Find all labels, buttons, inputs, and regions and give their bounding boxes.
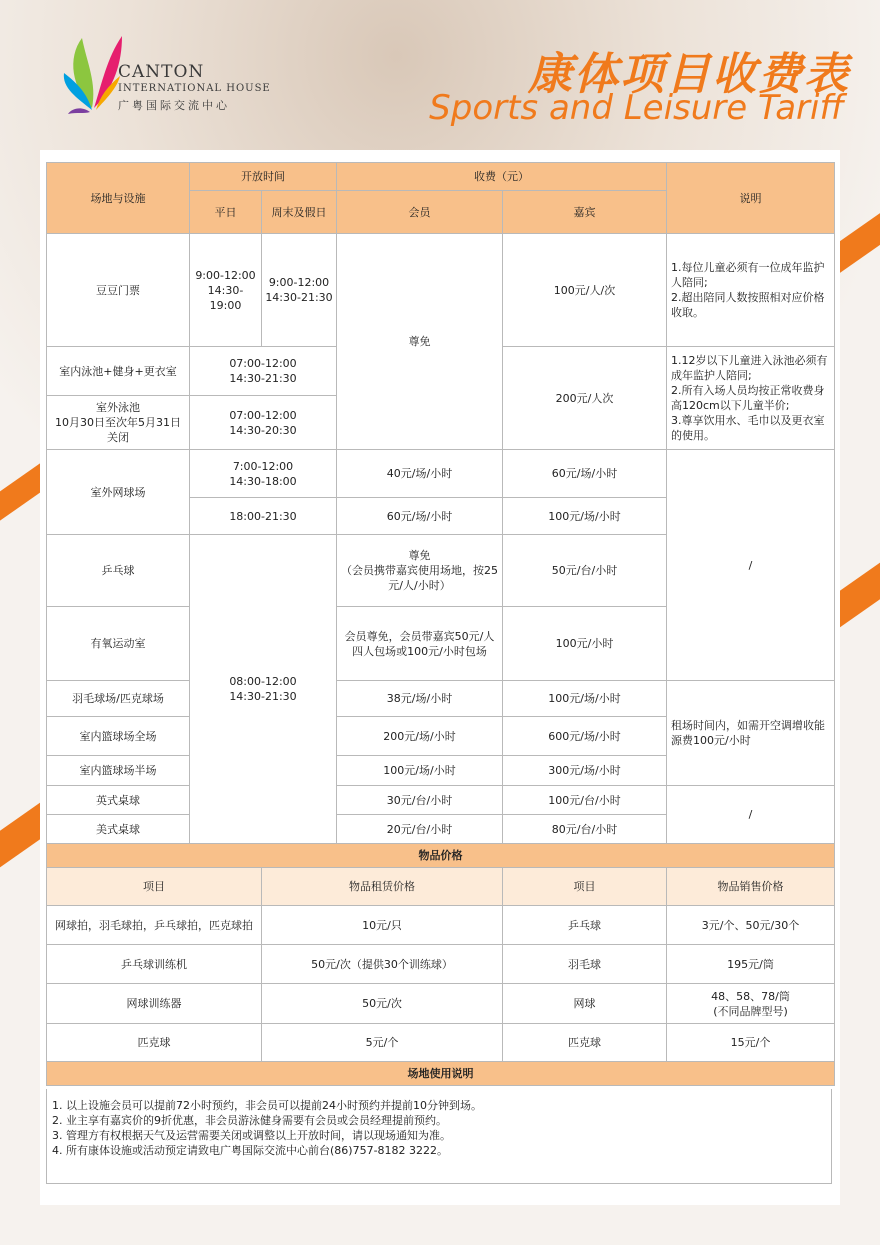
logo-subtitle: INTERNATIONAL HOUSE — [118, 83, 271, 94]
weekday-hours: 9:00-12:00 14:30-19:00 — [190, 234, 262, 347]
rent-price: 50元/次（提供30个训练球） — [262, 945, 503, 984]
usage-notes — [46, 1089, 832, 1184]
usage-line: 2. 业主享有嘉宾价的9折优惠，非会员游泳健身需要有会员或会员经理提前预约。 — [52, 1114, 447, 1127]
guest-fee: 100元/场/小时 — [503, 498, 667, 535]
remark: / — [667, 786, 835, 844]
facility-name: 有氧运动室 — [47, 607, 190, 681]
rent-price: 5元/个 — [262, 1024, 503, 1062]
rent-price: 50元/次 — [262, 984, 503, 1024]
rent-item: 匹克球 — [47, 1024, 262, 1062]
facility-name: 室外网球场 — [47, 450, 190, 535]
sale-item: 匹克球 — [503, 1024, 667, 1062]
guest-fee: 600元/场/小时 — [503, 717, 667, 756]
guest-fee: 50元/台/小时 — [503, 535, 667, 607]
sale-price: 3元/个、50元/30个 — [667, 906, 835, 945]
facility-name: 羽毛球场/匹克球场 — [47, 681, 190, 717]
items-header-item: 项目 — [47, 868, 262, 906]
member-fee: 20元/台/小时 — [337, 815, 503, 844]
guest-fee: 300元/场/小时 — [503, 756, 667, 786]
sale-item: 乒乓球 — [503, 906, 667, 945]
guest-fee: 200元/人次 — [503, 347, 667, 450]
header-weekend: 周末及假日 — [262, 191, 337, 234]
member-fee: 尊免 — [337, 234, 503, 450]
remark: / — [667, 450, 835, 681]
facility-name: 乒乓球 — [47, 535, 190, 607]
usage-line: 3. 管理方有权根据天气及运营需要关闭或调整以上开放时间，请以现场通知为准。 — [52, 1129, 451, 1142]
member-fee: 100元/场/小时 — [337, 756, 503, 786]
facility-name: 室外泳池 10月30日至次年5月31日关闭 — [47, 396, 190, 450]
member-fee: 40元/场/小时 — [337, 450, 503, 498]
facility-name: 室内篮球场全场 — [47, 717, 190, 756]
logo-name: CANTON — [118, 62, 205, 82]
rent-item: 网球拍，羽毛球拍，乒乓球拍，匹克球拍 — [47, 906, 262, 945]
hours: 07:00-12:00 14:30-21:30 — [190, 347, 337, 396]
items-header-item: 项目 — [503, 868, 667, 906]
guest-fee: 60元/场/小时 — [503, 450, 667, 498]
header-fee: 收费（元） — [337, 163, 667, 191]
usage-section-title: 场地使用说明 — [47, 1062, 835, 1086]
facility-name: 英式桌球 — [47, 786, 190, 815]
member-fee: 60元/场/小时 — [337, 498, 503, 535]
hours: 7:00-12:00 14:30-18:00 — [190, 450, 337, 498]
guest-fee: 100元/小时 — [503, 607, 667, 681]
items-section-title: 物品价格 — [47, 844, 835, 868]
title-cn: 康体项目收费表 — [528, 49, 850, 100]
hours: 07:00-12:00 14:30-20:30 — [190, 396, 337, 450]
rent-item: 乒乓球训练机 — [47, 945, 262, 984]
member-fee: 200元/场/小时 — [337, 717, 503, 756]
member-fee: 尊免 （会员携带嘉宾使用场地，按25元/人/小时） — [337, 535, 503, 607]
title-en: Sports and Leisure Tariff — [429, 88, 844, 128]
header-weekday: 平日 — [190, 191, 262, 234]
tariff-sheet — [40, 150, 840, 1205]
member-fee: 38元/场/小时 — [337, 681, 503, 717]
usage-line: 1. 以上设施会员可以提前72小时预约，非会员可以提前24小时预约并提前10分钟到场。 — [52, 1099, 482, 1112]
header-remarks: 说明 — [667, 163, 835, 234]
remark: 1.每位儿童必须有一位成年监护人陪同; 2.超出陪同人数按照相对应价格收取。 — [667, 234, 835, 347]
usage-line: 4. 所有康体设施或活动预定请致电广粤国际交流中心前台(86)757-8182 3222。 — [52, 1144, 449, 1157]
sale-price: 195元/筒 — [667, 945, 835, 984]
guest-fee: 100元/场/小时 — [503, 681, 667, 717]
sale-item: 羽毛球 — [503, 945, 667, 984]
guest-fee: 100元/台/小时 — [503, 786, 667, 815]
logo-cn: 广粤国际交流中心 — [118, 99, 230, 112]
items-header-rent: 物品租赁价格 — [262, 868, 503, 906]
header-guest: 嘉宾 — [503, 191, 667, 234]
guest-fee: 80元/台/小时 — [503, 815, 667, 844]
sale-item: 网球 — [503, 984, 667, 1024]
facility-name: 美式桌球 — [47, 815, 190, 844]
guest-fee: 100元/人/次 — [503, 234, 667, 347]
remark: 1.12岁以下儿童进入泳池必须有成年监护人陪同; 2.所有入场人员均按正常收费身高120cm以下儿童半价; 3.尊享饮用水、毛巾以及更衣室的使用。 — [667, 347, 835, 450]
hours: 18:00-21:30 — [190, 498, 337, 535]
tariff-table — [46, 162, 835, 1086]
rent-price: 10元/只 — [262, 906, 503, 945]
header-facility: 场地与设施 — [47, 163, 190, 234]
facility-name: 室内篮球场半场 — [47, 756, 190, 786]
header-member: 会员 — [337, 191, 503, 234]
sale-price: 15元/个 — [667, 1024, 835, 1062]
remark: 租场时间内，如需开空调增收能源费100元/小时 — [667, 681, 835, 786]
facility-name: 豆豆门票 — [47, 234, 190, 347]
member-fee: 会员尊免，会员带嘉宾50元/人 四人包场或100元/小时包场 — [337, 607, 503, 681]
items-header-sale: 物品销售价格 — [667, 868, 835, 906]
member-fee: 30元/台/小时 — [337, 786, 503, 815]
rent-item: 网球训练器 — [47, 984, 262, 1024]
weekend-hours: 9:00-12:00 14:30-21:30 — [262, 234, 337, 347]
facility-name: 室内泳池+健身+更衣室 — [47, 347, 190, 396]
header-hours: 开放时间 — [190, 163, 337, 191]
sale-price: 48、58、78/筒 (不同品牌型号) — [667, 984, 835, 1024]
hours: 08:00-12:00 14:30-21:30 — [190, 535, 337, 844]
